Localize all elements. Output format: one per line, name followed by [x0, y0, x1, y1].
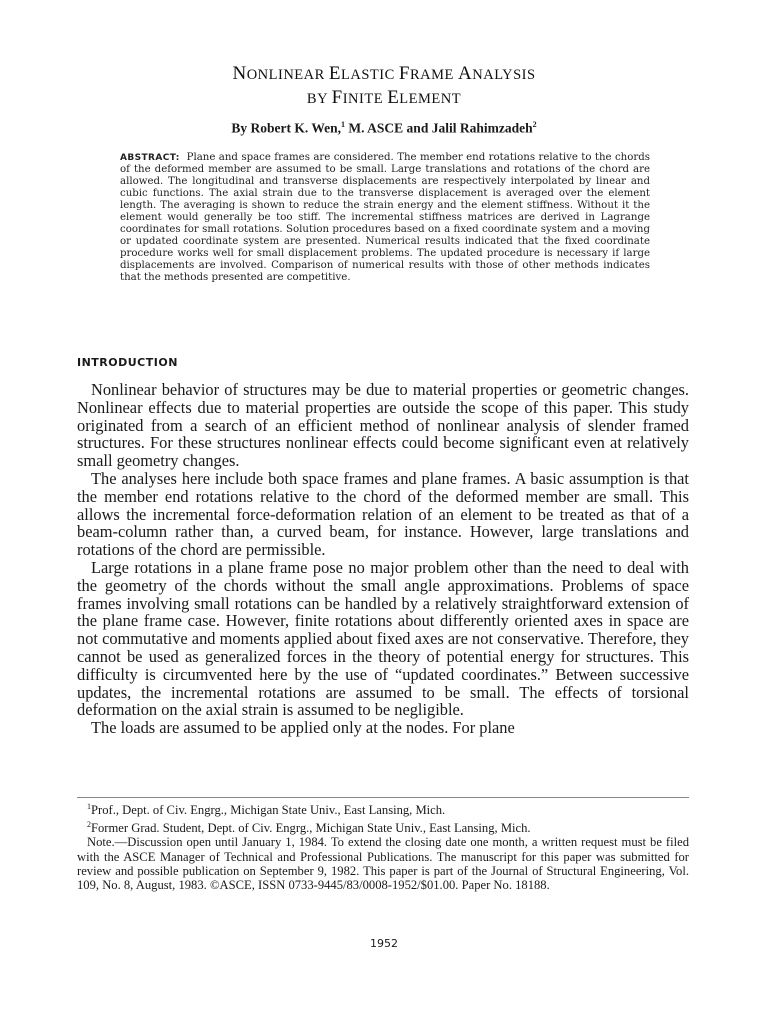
author-byline	[0, 120, 768, 137]
title-word-cap: F	[398, 63, 410, 84]
byline-author-1: By Robert K. Wen,	[231, 120, 342, 136]
footnote	[77, 800, 689, 818]
title-word-rest: INITE	[342, 91, 388, 107]
abstract-label: ABSTRACT:	[120, 153, 180, 163]
title-word-rest: BY	[306, 91, 332, 107]
footnote	[77, 818, 689, 836]
footnotes	[77, 797, 689, 893]
title-word-cap: N	[232, 63, 247, 84]
body-text	[77, 381, 689, 737]
title-word-rest: RAME	[409, 67, 459, 83]
title-word-rest: LASTIC	[341, 67, 399, 83]
paragraph: The loads are assumed to be applied only at the nodes. For plane	[91, 718, 515, 738]
title-line-2	[0, 87, 768, 109]
footnote-text: Former Grad. Student, Dept. of Civ. Engrg., Michigan State Univ., East Lansing, Mich.	[91, 820, 531, 835]
title-line-1	[0, 63, 768, 85]
title-word-cap: F	[331, 87, 343, 108]
title-word-cap: A	[458, 63, 473, 84]
byline-author-2: M. ASCE and Jalil Rahimzadeh	[345, 120, 533, 136]
title-word-cap: E	[328, 63, 342, 84]
paragraph: Nonlinear behavior of structures may be due to material properties or geometric changes. Nonlinear effects due to material properties are outside the scope of this paper. This study originated from a search of an efficient method of nonlinear analysis of slender framed structures. For these structures nonlinear effects could become significant even at relatively small geometry changes.	[77, 380, 689, 471]
footnote	[77, 835, 689, 893]
section-heading: INTRODUCTION	[77, 356, 178, 369]
abstract	[120, 152, 650, 285]
footnote-mark: 1	[87, 802, 91, 811]
abstract-text: Plane and space frames are considered. The member end rotations relative to the chords of the deformed member are assumed to be small. Large translations and rotations of the chord are allowed. The longitudinal and transverse displacements are respectively interpolated by linear and cubic functions. The axial strain due to the transverse displacement is averaged over the element length. The averaging is shown to reduce the strain energy and the element stiffness. Without it the element would generally be too stiff. The incremental stiffness matrices are derived in Lagrange coordinates for small rotations. Solution procedures based on a fixed coordinate system and a moving or updated coordinate system are presented. Numerical results indicated that the fixed coordinate procedure works well for small displacement problems. The updated procedure is necessary if large displacements are involved. Comparison of numerical results with those of other methods indicates that the methods presented are competitive.	[120, 152, 650, 284]
title-word-cap: E	[387, 87, 400, 108]
paragraph: The analyses here include both space frames and plane frames. A basic assumption is that the member end rotations relative to the chord of the deformed member are small. This allows the incremental force-deformation relation of an element to be treated as that of a beam-column rather than, a curved beam, for instance. However, large translations and rotations of the chord are permissible.	[77, 468, 689, 560]
page-number: 1952	[370, 937, 398, 950]
footnote-mark: 2	[532, 120, 537, 129]
title-word-rest: NALYSIS	[472, 67, 536, 83]
title-word-rest: LEMENT	[399, 91, 462, 107]
footnote-text: Prof., Dept. of Civ. Engrg., Michigan State Univ., East Lansing, Mich.	[91, 803, 446, 818]
footnote-text: Note.—Discussion open until January 1, 1984. To extend the closing date one month, a written request must be filed with the ASCE Manager of Technical and Professional Publications. The manuscript for this paper was submitted for review and possible publication on September 9, 1982. This paper is part of the Journal of Structural Engineering, Vol. 109, No. 8, August, 1983. ©ASCE, ISSN 0733-9445/83/0008-1952/$01.00. Paper No. 18188.	[77, 835, 689, 893]
footnote-mark: 1	[341, 120, 346, 129]
title-word-rest: ONLINEAR	[246, 67, 329, 83]
footnote-mark: 2	[87, 819, 91, 829]
paragraph: Large rotations in a plane frame pose no major problem other than the need to deal with the geometry of the chords without the small angle approximations. Problems of space frames involving small rotations can be handled by a relatively straightforward extension of the plane frame case. However, finite rotations about differently oriented axes in space are not commutative and moments applied about fixed axes are not conservative. Therefore, they cannot be used as generalized forces in the theory of potential energy for structures. This difficulty is circumvented here by the use of “updated coordinates.” Between successive updates, the incremental rotations are assumed to be small. The effects of torsional deformation on the axial strain is assumed to be negligible.	[77, 557, 689, 720]
